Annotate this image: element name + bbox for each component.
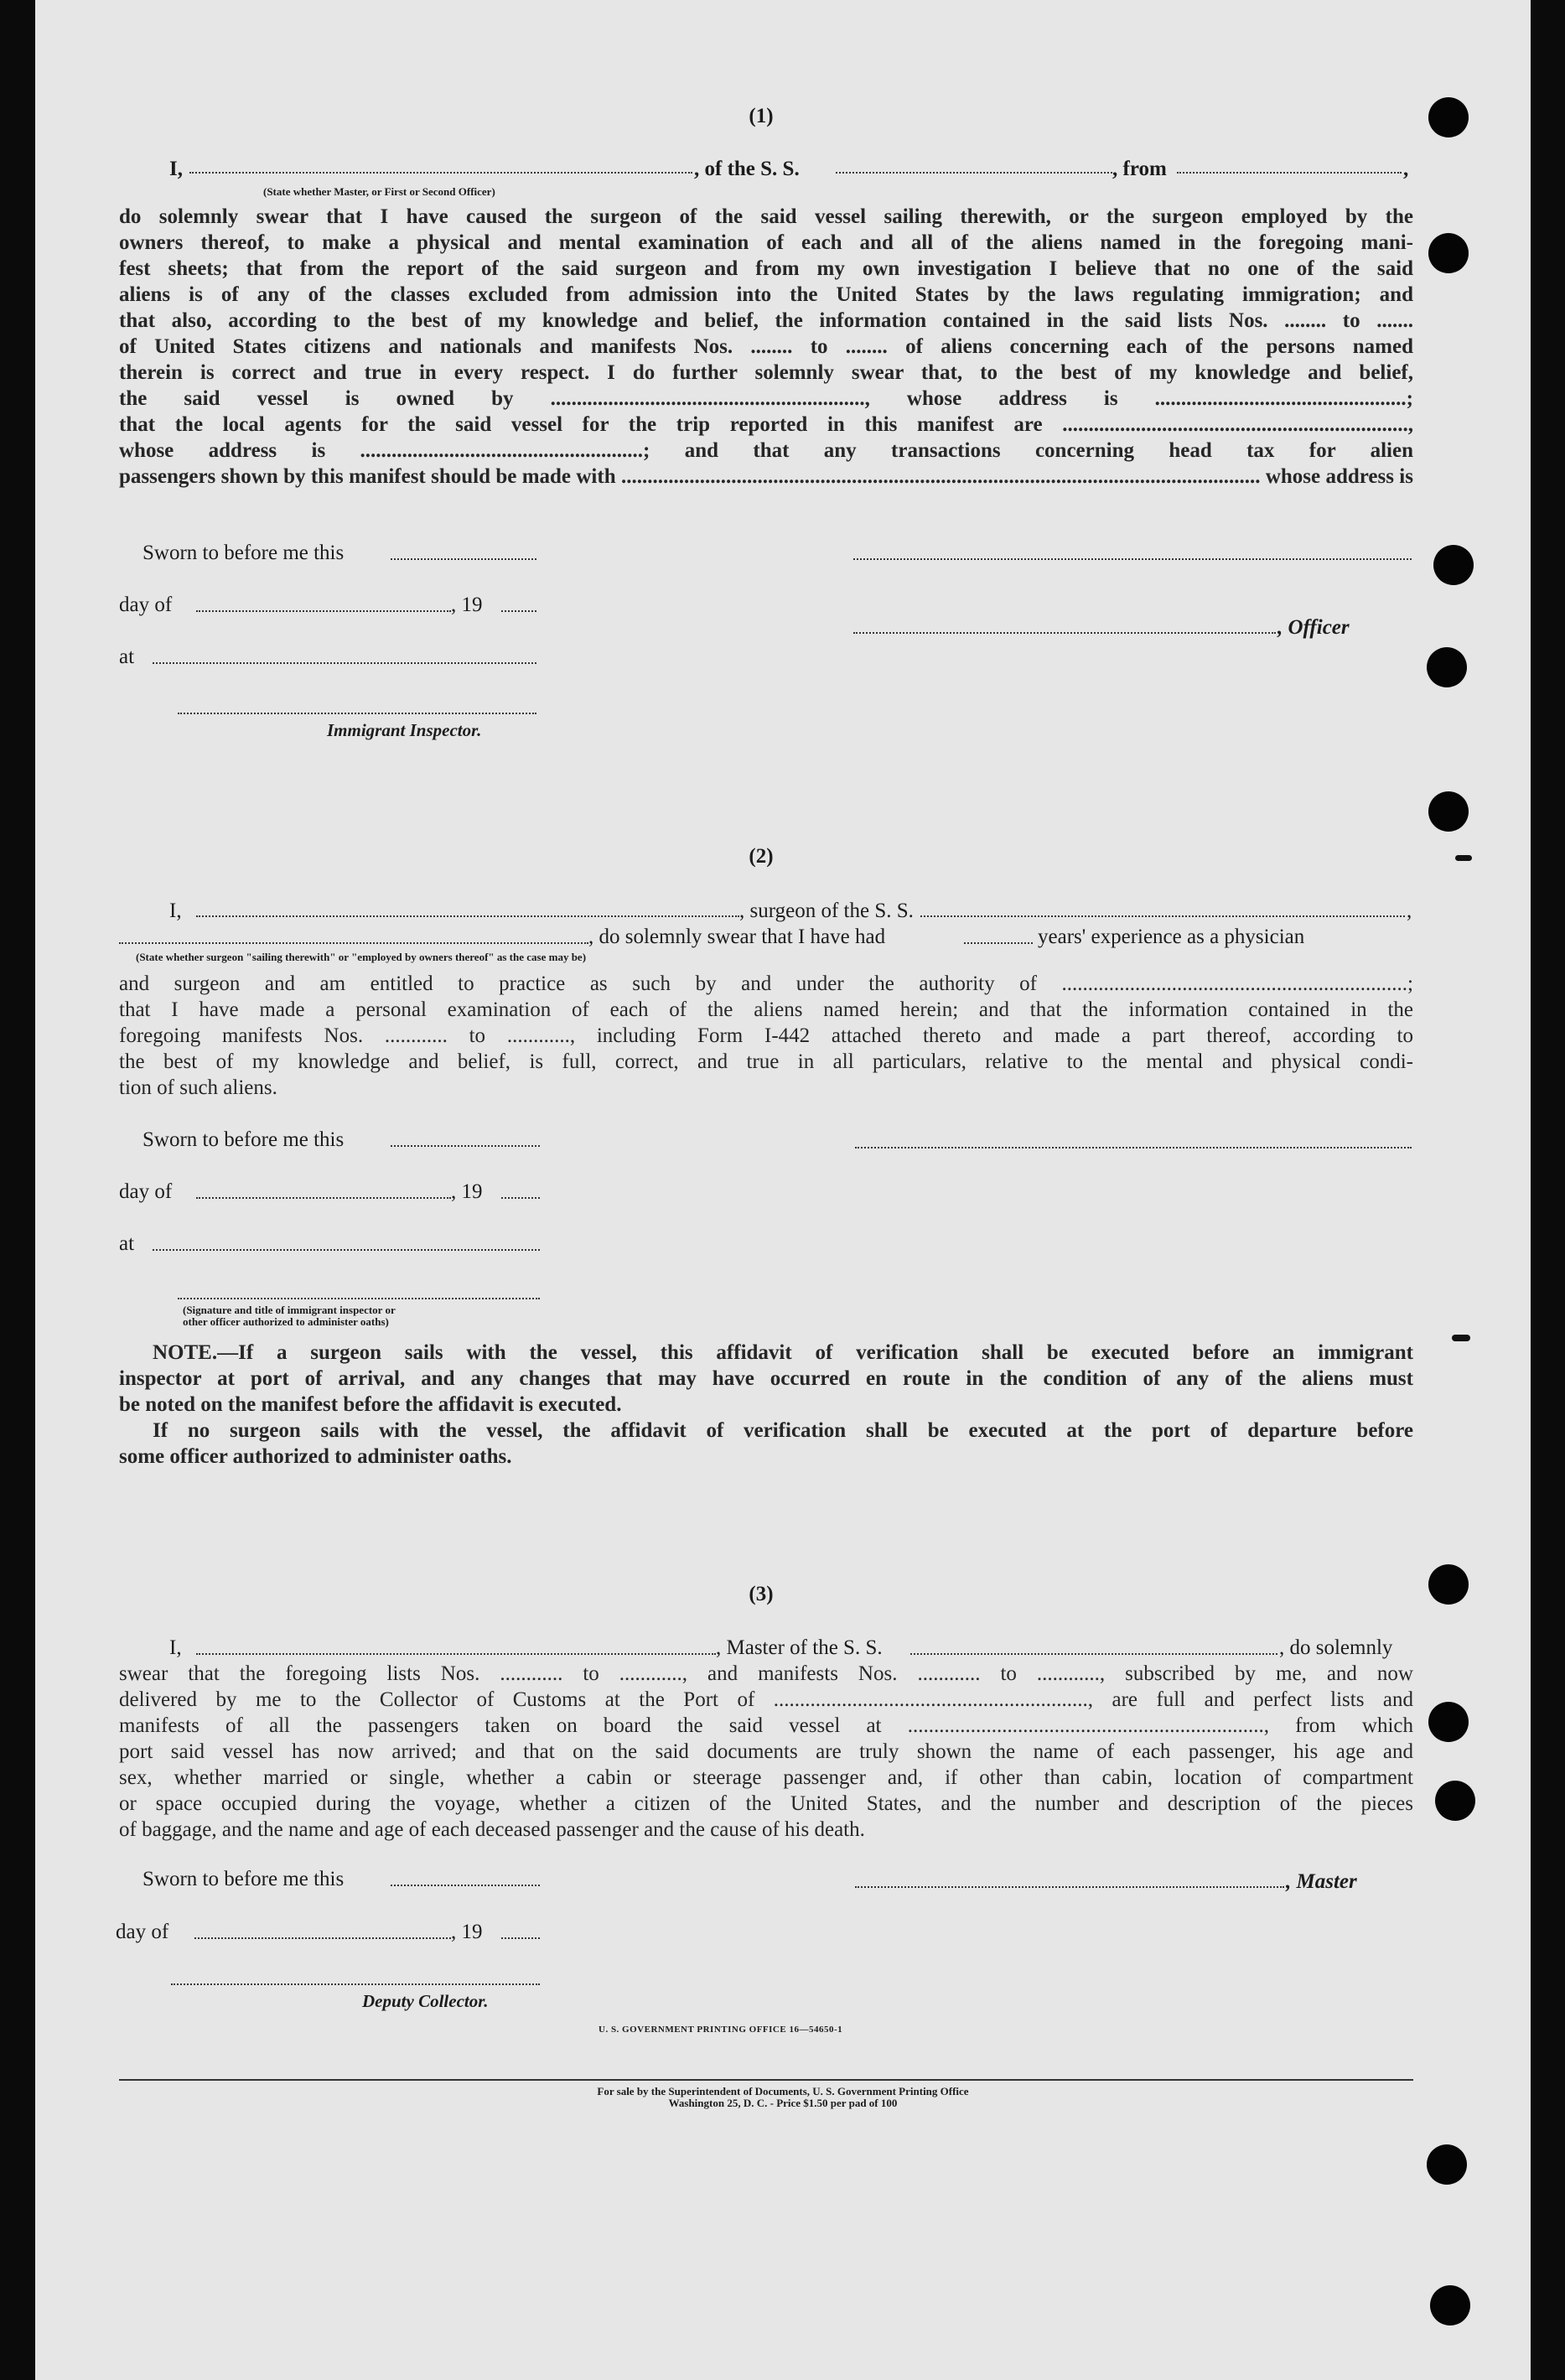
s2-year-label: , 19 bbox=[451, 1180, 483, 1203]
printer-imprint: U. S. GOVERNMENT PRINTING OFFICE 16—54650-1 bbox=[599, 2025, 843, 2035]
s1-vessel-field[interactable] bbox=[836, 172, 1112, 174]
s2-signature-field[interactable] bbox=[855, 1147, 1412, 1149]
s1-line: fest sheets; that from the report of the said surgeon and from my own investigation I believe that no one of the said bbox=[119, 257, 1413, 280]
s3-line: delivered by me to the Collector of Customs at the Port of ............................................................, are full and perfect lists and bbox=[119, 1688, 1413, 1711]
s2-vessel-field[interactable] bbox=[920, 915, 1405, 917]
s2-sworn-date-field[interactable] bbox=[391, 1145, 540, 1147]
s3-line: of baggage, and the name and age of each deceased passenger and the cause of his death. bbox=[119, 1818, 865, 1841]
punch-hole bbox=[1427, 2144, 1467, 2185]
s1-oath-paragraph bbox=[119, 204, 1413, 490]
s2-oath-paragraph bbox=[119, 971, 1413, 1101]
s3-line: port said vessel has now arrived; and that on the said documents are truly shown the name of each passenger, his age and bbox=[119, 1740, 1413, 1763]
s1-from-label: , from bbox=[1112, 158, 1167, 180]
punch-mark bbox=[1455, 855, 1472, 861]
s3-line: manifests of all the passengers taken on board the said vessel at ...................................................................., from which bbox=[119, 1714, 1413, 1737]
s2-day-of-field[interactable] bbox=[196, 1197, 451, 1199]
s2-years-label: years' experience as a physician bbox=[1038, 926, 1305, 948]
s2-inspector-signature-field[interactable] bbox=[178, 1298, 540, 1299]
punch-hole bbox=[1430, 2285, 1470, 2326]
sale-note-1: For sale by the Superintendent of Documents, U. S. Government Printing Office bbox=[597, 2085, 969, 2097]
s3-signature-field[interactable] bbox=[855, 1886, 1284, 1888]
punch-hole bbox=[1433, 545, 1474, 585]
s1-officer-note: (State whether Master, or First or Second Officer) bbox=[263, 185, 495, 198]
s1-inspector-signature-field[interactable] bbox=[178, 713, 536, 714]
s1-at-label: at bbox=[119, 646, 135, 668]
s2-line: that I have made a personal examination of each of the aliens named herein; and that the information contained in the bbox=[119, 998, 1413, 1021]
s2-surgeon-label: , surgeon of the S. S. bbox=[739, 900, 914, 922]
punch-hole bbox=[1435, 1781, 1475, 1821]
s2-note-line: If no surgeon sails with the vessel, the affidavit of verification shall be executed at the port of departure before bbox=[153, 1419, 1413, 1442]
s2-line: tion of such aliens. bbox=[119, 1076, 277, 1099]
s1-line: that the local agents for the said vessel for the trip reported in this manifest are .................................................................., bbox=[119, 413, 1413, 436]
s2-i-label: I, bbox=[169, 900, 182, 922]
s3-year-label: , 19 bbox=[451, 1921, 483, 1943]
s3-line: swear that the foregoing lists Nos. ............ to ............, and manifests Nos. ............ to ............, subscribed by me, and now bbox=[119, 1662, 1413, 1685]
s1-day-of-label: day of bbox=[119, 594, 173, 616]
s3-i-label: I, bbox=[169, 1636, 182, 1659]
s3-line: or space occupied during the voyage, whether a citizen of the United States, and the number and description of the pieces bbox=[119, 1792, 1413, 1815]
s1-line: the said vessel is owned by ............................................................, whose address is ................................................; bbox=[119, 387, 1413, 410]
s3-oath-paragraph bbox=[119, 1661, 1413, 1843]
s2-note-line: be noted on the manifest before the affidavit is executed. bbox=[119, 1393, 622, 1416]
s2-surgeon-type-field[interactable] bbox=[119, 942, 588, 944]
s3-sworn-label: Sworn to before me this bbox=[143, 1868, 345, 1890]
s3-year-field[interactable] bbox=[501, 1937, 540, 1939]
footer-rule bbox=[119, 2079, 1413, 2081]
s2-swear-label: , do solemnly swear that I have had bbox=[588, 926, 886, 948]
s2-note-line: NOTE.—If a surgeon sails with the vessel, this affidavit of verification shall be executed before an immigrant bbox=[153, 1341, 1413, 1364]
s2-day-of-label: day of bbox=[119, 1180, 173, 1203]
s2-year-field[interactable] bbox=[501, 1197, 540, 1199]
s2-surgeon-name-field[interactable] bbox=[196, 915, 739, 917]
s3-sworn-date-field[interactable] bbox=[391, 1885, 540, 1886]
s1-line: do solemnly swear that I have caused the surgeon of the said vessel sailing therewith, or the surgeon employed by the bbox=[119, 205, 1413, 228]
s2-at-field[interactable] bbox=[153, 1249, 540, 1251]
punch-hole bbox=[1427, 647, 1467, 687]
s2-line: foregoing manifests Nos. ............ to ............, including Form I-442 attached thereto and made a part thereof, according to bbox=[119, 1024, 1413, 1047]
s2-note-paragraph bbox=[119, 1340, 1413, 1470]
s1-officer-title-field[interactable] bbox=[853, 632, 1276, 634]
s2-comma: , bbox=[1407, 900, 1412, 922]
section-2-number: (2) bbox=[749, 845, 774, 868]
s3-line: sex, whether married or single, whether a cabin or steerage passenger and, if other than cabin, location of compartment bbox=[119, 1766, 1413, 1789]
s1-line: therein is correct and true in every respect. I do further solemnly swear that, to the best of my knowledge and belief, bbox=[119, 361, 1413, 384]
s1-i-label: I, bbox=[169, 158, 183, 180]
s3-vessel-field[interactable] bbox=[910, 1653, 1277, 1655]
punch-hole bbox=[1428, 233, 1469, 273]
s3-master-name-field[interactable] bbox=[196, 1653, 716, 1655]
s2-note-line: some officer authorized to administer oaths. bbox=[119, 1445, 512, 1468]
s3-solemnly-label: , do solemnly bbox=[1279, 1636, 1393, 1659]
punch-hole bbox=[1428, 1564, 1469, 1605]
sale-note-2: Washington 25, D. C. - Price $1.50 per pad of 100 bbox=[668, 2097, 898, 2109]
s1-of-ss-label: , of the S. S. bbox=[694, 158, 800, 180]
s1-line: whose address is ......................................................; and that any transactions concerning head tax for alien bbox=[119, 439, 1413, 462]
s3-day-of-label: day of bbox=[116, 1921, 169, 1943]
s1-line: aliens is of any of the classes excluded from admission into the United States by the laws regulating immigration; and bbox=[119, 283, 1413, 306]
s3-collector-label: Deputy Collector. bbox=[362, 1991, 489, 2011]
s1-line: owners thereof, to make a physical and mental examination of each and all of the aliens named in the foregoing mani- bbox=[119, 231, 1413, 254]
punch-hole bbox=[1428, 791, 1469, 832]
s2-note-line: inspector at port of arrival, and any changes that may have occurred en route in the condition of any of the aliens must bbox=[119, 1367, 1413, 1390]
section-1-number: (1) bbox=[749, 105, 774, 127]
s1-inspector-label: Immigrant Inspector. bbox=[327, 720, 482, 740]
s1-line: of United States citizens and nationals and manifests Nos. ........ to ........ of aliens concerning each of the persons named bbox=[119, 335, 1413, 358]
s1-day-of-field[interactable] bbox=[196, 610, 451, 612]
s2-at-label: at bbox=[119, 1232, 135, 1255]
punch-hole bbox=[1428, 1702, 1469, 1742]
s1-officer-label: , Officer bbox=[1277, 616, 1350, 639]
form-page bbox=[35, 0, 1531, 2380]
s1-line: passengers shown by this manifest should be made with .......................................................................................................................... whose address is bbox=[119, 465, 1413, 488]
s1-at-field[interactable] bbox=[153, 662, 536, 664]
s1-sworn-label: Sworn to before me this bbox=[143, 542, 345, 564]
s3-master-sign-label: , Master bbox=[1286, 1870, 1357, 1893]
s1-from-field[interactable] bbox=[1177, 172, 1402, 174]
s2-sworn-label: Sworn to before me this bbox=[143, 1128, 345, 1151]
s1-comma: , bbox=[1403, 158, 1409, 180]
s3-collector-signature-field[interactable] bbox=[171, 1983, 540, 1985]
s1-officer-name-field[interactable] bbox=[189, 172, 692, 174]
s3-master-label: , Master of the S. S. bbox=[716, 1636, 883, 1659]
s2-line: and surgeon and am entitled to practice as such by and under the authority of ..................................................................; bbox=[119, 972, 1413, 995]
section-3-number: (3) bbox=[749, 1583, 774, 1605]
s1-sworn-date-field[interactable] bbox=[391, 558, 536, 560]
s3-day-of-field[interactable] bbox=[194, 1937, 451, 1939]
s1-year-field[interactable] bbox=[501, 610, 536, 612]
s2-sig-note-2: other officer authorized to administer oaths) bbox=[183, 1315, 389, 1328]
punch-mark bbox=[1452, 1335, 1470, 1341]
s1-line: that also, according to the best of my knowledge and belief, the information contained in the said lists Nos. ........ to ....... bbox=[119, 309, 1413, 332]
s2-years-field[interactable] bbox=[964, 942, 1033, 944]
punch-hole bbox=[1428, 97, 1469, 137]
s2-sig-note-1: (Signature and title of immigrant inspector or bbox=[183, 1304, 396, 1316]
s1-year-label: , 19 bbox=[451, 594, 483, 616]
s1-signature-field[interactable] bbox=[853, 558, 1412, 560]
s2-line: the best of my knowledge and belief, is full, correct, and true in all particulars, relative to the mental and physical condi- bbox=[119, 1050, 1413, 1073]
s2-surgeon-note: (State whether surgeon "sailing therewith" or "employed by owners thereof" as the case may be) bbox=[136, 951, 587, 963]
